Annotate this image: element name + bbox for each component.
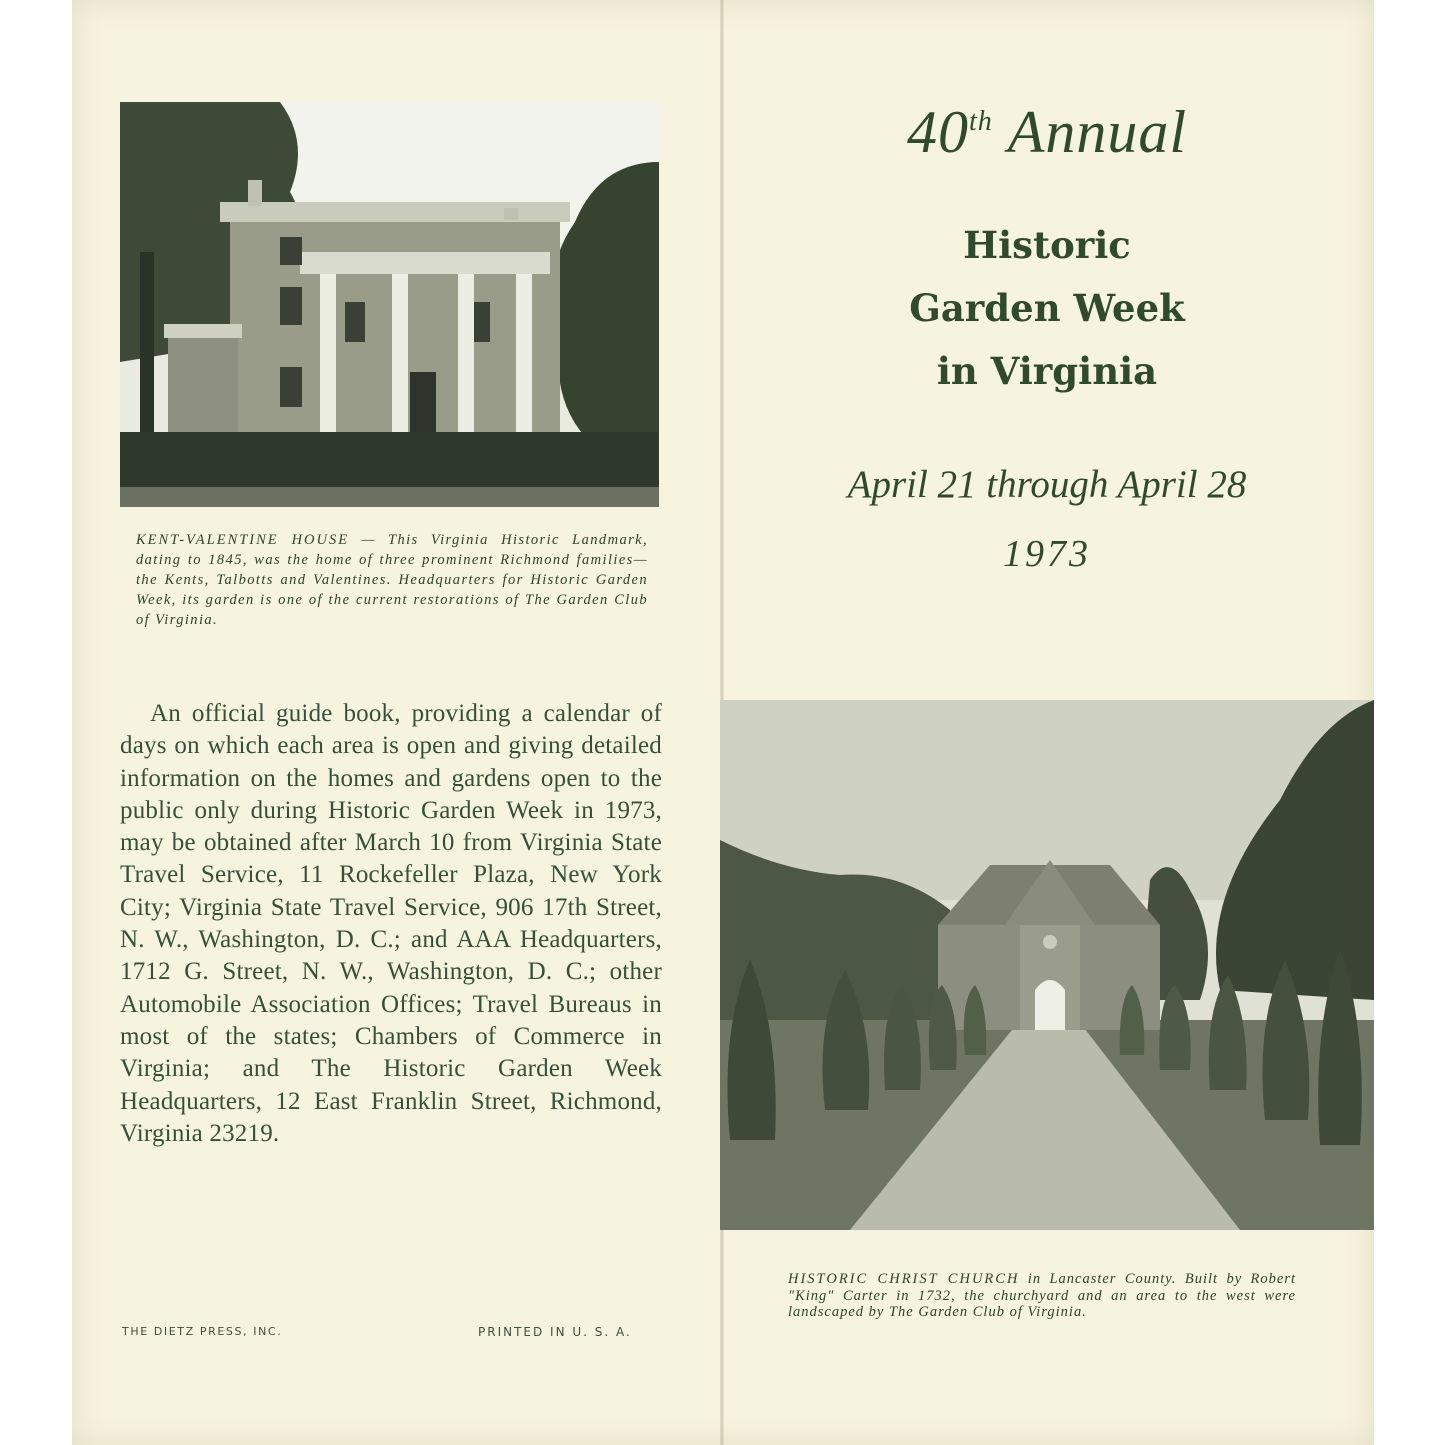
annual-suffix: th [968, 106, 993, 137]
annual-heading [720, 98, 1374, 167]
brochure-sheet [72, 0, 1374, 1445]
house-caption [136, 530, 648, 630]
house-caption-text: — This Virginia Historic Landmark, dating to 1845, was the home of three prominent Richmond families—the Kents, Talbotts and Valentines. Headquarters for Historic Garden Week, its garden is one of the current restorations of The Garden Club of Virginia. [136, 532, 648, 628]
printer-credit: THE DIETZ PRESS, INC. [122, 1325, 283, 1338]
kent-valentine-house-photo [120, 102, 659, 507]
event-title [720, 214, 1374, 403]
church-caption-name: HISTORIC CHRIST CHURCH [788, 1271, 1020, 1287]
house-caption-name: KENT-VALENTINE HOUSE [136, 532, 350, 548]
guide-book-paragraph: An official guide book, providing a calendar of days on which each area is open and giving detailed information on the homes and gardens open to the public only during Historic Garden Week in 1973, may be obtained after March 10 from Virginia State Travel Service, 11 Rockefeller Plaza, New York City; Virginia State Travel Service, 906 17th Street, N. W., Washington, D. C.; and AAA Headquarters, 1712 G. Street, N. W., Washington, D. C.; other Automobile Association Offices; Travel Bureaus in most of the states; Chambers of Commerce in Virginia; and The Historic Garden Week Headquarters, 12 East Franklin Street, Richmond, Virginia 23219. [120, 700, 662, 1147]
title-line-2: Garden Week [909, 286, 1185, 330]
church-caption [788, 1271, 1296, 1321]
church-caption-text: in Lancaster County. Built by Robert "King" Carter in 1732, the churchyard and an area to the west were landscaped by The Garden Club of Virginia. [788, 1271, 1296, 1320]
annual-number: 40 [906, 99, 969, 165]
christ-church-photo [720, 700, 1374, 1230]
event-year: 1973 [1003, 533, 1091, 575]
annual-word: Annual [1007, 99, 1188, 165]
title-line-1: Historic [963, 223, 1131, 267]
title-line-3: in Virginia [936, 349, 1158, 393]
event-dates: April 21 through April 28 [847, 463, 1247, 506]
printed-in-usa: PRINTED IN U. S. A. [478, 1325, 632, 1339]
